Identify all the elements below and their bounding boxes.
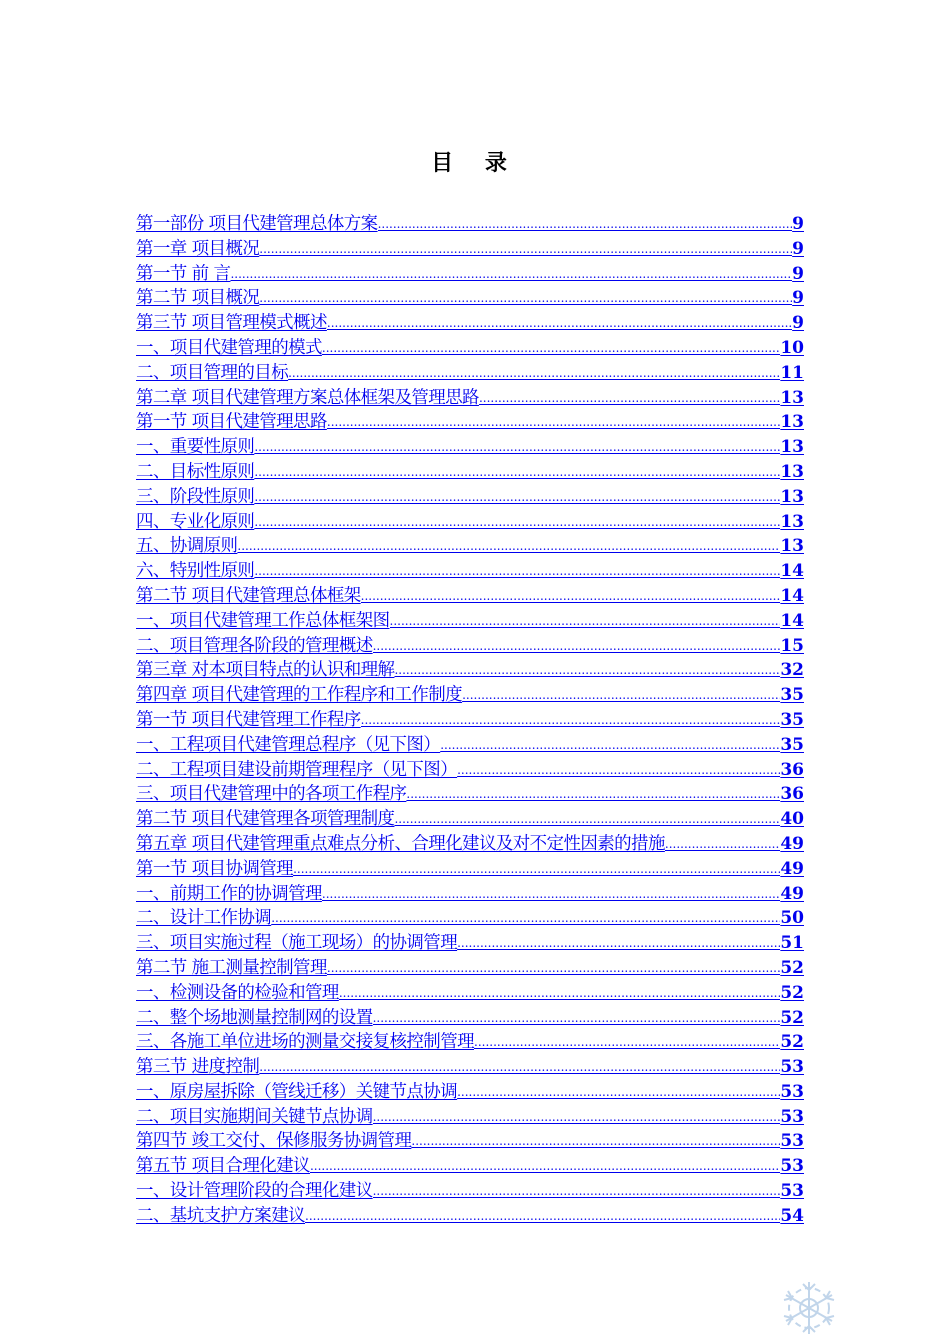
toc-entry-page-number[interactable]: 13 (780, 437, 804, 458)
toc-entry-title[interactable]: 一、项目代建管理的模式 (136, 337, 322, 358)
toc-leader-dots (457, 1080, 780, 1105)
toc-entry-page-number[interactable]: 13 (780, 511, 804, 532)
toc-leader-dots (373, 634, 781, 659)
toc-entry-title[interactable]: 第五节 项目合理化建议 (136, 1156, 310, 1177)
toc-entry-page-number[interactable]: 53 (780, 1106, 804, 1127)
toc-leader-dots (390, 609, 781, 634)
toc-entry[interactable] (136, 510, 804, 535)
toc-leader-dots (339, 981, 781, 1006)
toc-entry-title[interactable]: 一、原房屋拆除（管线迁移）关键节点协调 (136, 1081, 458, 1102)
toc-entry-page-number[interactable]: 36 (780, 784, 804, 805)
toc-entry[interactable] (136, 832, 804, 857)
toc-entry[interactable] (136, 733, 804, 758)
toc-entry-title[interactable]: 第五章 项目代建管理重点难点分析、合理化建议及对不定性因素的措施 (136, 833, 665, 854)
toc-entry[interactable] (136, 559, 804, 584)
toc-entry-title[interactable]: 二、项目管理的目标 (136, 362, 289, 383)
toc-entry-page-number[interactable]: 32 (780, 660, 804, 681)
toc-entry[interactable] (136, 286, 804, 311)
toc-leader-dots (322, 336, 780, 361)
toc-entry[interactable] (136, 609, 804, 634)
toc-entry-title[interactable]: 二、项目管理各阶段的管理概述 (136, 635, 373, 656)
toc-entry-title[interactable]: 一、工程项目代建管理总程序（见下图） (136, 734, 441, 755)
toc-entry[interactable] (136, 956, 804, 981)
toc-entry[interactable] (136, 1030, 804, 1055)
toc-entry-page-number[interactable]: 9 (792, 263, 804, 284)
toc-entry-page-number[interactable]: 10 (780, 337, 804, 358)
toc-entry-title[interactable]: 第二节 项目代建管理总体框架 (136, 585, 361, 606)
toc-entry[interactable] (136, 386, 804, 411)
toc-leader-dots (259, 1055, 780, 1080)
toc-leader-dots (373, 1006, 781, 1031)
toc-entry-page-number[interactable]: 54 (780, 1205, 804, 1226)
toc-entry[interactable] (136, 311, 804, 336)
toc-entry-page-number[interactable]: 13 (780, 412, 804, 433)
toc-leader-dots (254, 510, 780, 535)
toc-entry-title[interactable]: 第二节 项目概况 (136, 288, 260, 309)
toc-entry[interactable] (136, 1204, 804, 1229)
toc-entry-title[interactable]: 第三节 进度控制 (136, 1057, 260, 1078)
toc-entry-title[interactable]: 第二章 项目代建管理方案总体框架及管理思路 (136, 387, 479, 408)
toc-entry[interactable] (136, 658, 804, 683)
toc-leader-dots (327, 410, 780, 435)
toc-entry-page-number[interactable]: 13 (780, 486, 804, 507)
toc-entry[interactable] (136, 634, 804, 659)
toc-entry[interactable] (136, 1006, 804, 1031)
toc-leader-dots (361, 708, 781, 733)
toc-entry-page-number[interactable]: 52 (780, 957, 804, 978)
toc-entry[interactable] (136, 262, 804, 287)
toc-entry[interactable] (136, 981, 804, 1006)
toc-entry-page-number[interactable]: 15 (780, 635, 804, 656)
toc-entry[interactable] (136, 683, 804, 708)
toc-entry[interactable] (136, 1129, 804, 1154)
toc-leader-dots (327, 956, 780, 981)
toc-entry-title[interactable]: 第一章 项目概况 (136, 238, 260, 259)
toc-entry-page-number[interactable]: 35 (780, 709, 804, 730)
toc-leader-dots (230, 262, 792, 287)
toc-leader-dots (259, 237, 792, 262)
toc-entry-title[interactable]: 二、整个场地测量控制网的设置 (136, 1007, 373, 1028)
toc-entry-title[interactable]: 第二节 施工测量控制管理 (136, 957, 327, 978)
toc-entry[interactable] (136, 782, 804, 807)
toc-entry[interactable] (136, 807, 804, 832)
toc-leader-dots (271, 906, 780, 931)
toc-entry-title[interactable]: 二、目标性原则 (136, 461, 255, 482)
toc-entry-title[interactable]: 一、前期工作的协调管理 (136, 883, 322, 904)
toc-entry-page-number[interactable]: 9 (792, 288, 804, 309)
toc-entry[interactable] (136, 237, 804, 262)
toc-entry[interactable] (136, 336, 804, 361)
toc-entry-page-number[interactable]: 14 (780, 561, 804, 582)
toc-entry-title[interactable]: 三、项目代建管理中的各项工作程序 (136, 784, 407, 805)
toc-entry-page-number[interactable]: 53 (780, 1131, 804, 1152)
toc-entry-page-number[interactable]: 51 (780, 933, 804, 954)
toc-entry-title[interactable]: 第三节 项目管理模式概述 (136, 313, 327, 334)
toc-entry[interactable] (136, 1055, 804, 1080)
toc-entry-page-number[interactable]: 35 (780, 734, 804, 755)
toc-leader-dots (479, 386, 780, 411)
toc-entry-page-number[interactable]: 53 (780, 1081, 804, 1102)
toc-entry-page-number[interactable]: 52 (780, 1007, 804, 1028)
toc-entry-title[interactable]: 第一节 项目代建管理工作程序 (136, 709, 361, 730)
toc-entry-title[interactable]: 三、各施工单位进场的测量交接复核控制管理 (136, 1032, 474, 1053)
toc-entry-title[interactable]: 二、基坑支护方案建议 (136, 1205, 305, 1226)
toc-leader-dots (406, 782, 780, 807)
toc-entry-page-number[interactable]: 40 (780, 809, 804, 830)
toc-entry-page-number[interactable]: 49 (780, 858, 804, 879)
toc-entry-page-number[interactable]: 52 (780, 982, 804, 1003)
toc-entry[interactable] (136, 1080, 804, 1105)
toc-entry-title[interactable]: 第二节 项目代建管理各项管理制度 (136, 809, 395, 830)
toc-leader-dots (322, 882, 780, 907)
toc-leader-dots (254, 435, 780, 460)
toc-entry-title[interactable]: 二、设计工作协调 (136, 908, 272, 929)
toc-entry-page-number[interactable]: 13 (780, 387, 804, 408)
toc-entry[interactable] (136, 485, 804, 510)
toc-entry-page-number[interactable]: 53 (780, 1181, 804, 1202)
toc-entry-page-number[interactable]: 11 (780, 362, 804, 383)
toc-leader-dots (254, 559, 780, 584)
toc-leader-dots (457, 758, 780, 783)
toc-entry-page-number[interactable]: 14 (780, 610, 804, 631)
toc-entry-page-number[interactable]: 49 (780, 883, 804, 904)
toc-leader-dots (462, 683, 780, 708)
toc-leader-dots (254, 460, 780, 485)
toc-leader-dots (411, 1129, 780, 1154)
toc-leader-dots (293, 857, 780, 882)
toc-entry[interactable] (136, 758, 804, 783)
toc-entry-page-number[interactable]: 52 (780, 1032, 804, 1053)
toc-entry-title[interactable]: 一、设计管理阶段的合理化建议 (136, 1181, 373, 1202)
toc-entry[interactable] (136, 460, 804, 485)
toc-leader-dots (440, 733, 780, 758)
toc-entry-title[interactable]: 第一节 前 言 (136, 263, 231, 284)
toc-entry[interactable] (136, 931, 804, 956)
toc-entry[interactable] (136, 534, 804, 559)
toc-entry-page-number[interactable]: 35 (780, 685, 804, 706)
toc-entry[interactable] (136, 882, 804, 907)
toc-entry[interactable] (136, 906, 804, 931)
table-of-contents (136, 212, 804, 1229)
toc-entry[interactable] (136, 410, 804, 435)
toc-entry[interactable] (136, 1154, 804, 1179)
toc-leader-dots (288, 361, 780, 386)
toc-entry-title[interactable]: 六、特别性原则 (136, 561, 255, 582)
toc-entry-page-number[interactable]: 53 (780, 1057, 804, 1078)
toc-entry-title[interactable]: 三、项目实施过程（施工现场）的协调管理 (136, 933, 458, 954)
toc-entry-page-number[interactable]: 13 (780, 536, 804, 557)
toc-leader-dots (373, 1179, 781, 1204)
snowflake-watermark-icon (776, 1278, 842, 1338)
toc-leader-dots (394, 807, 780, 832)
toc-leader-dots (305, 1204, 780, 1229)
toc-entry-page-number[interactable]: 13 (780, 461, 804, 482)
toc-entry-page-number[interactable]: 9 (792, 214, 804, 234)
toc-entry-title[interactable]: 第四章 项目代建管理的工作程序和工作制度 (136, 685, 463, 706)
toc-entry-title[interactable]: 五、协调原则 (136, 536, 238, 557)
toc-entry-title[interactable]: 第一部份 项目代建管理总体方案 (136, 214, 378, 234)
toc-entry-title[interactable]: 第一节 项目协调管理 (136, 858, 294, 879)
toc-entry-title[interactable]: 第四节 竣工交付、保修服务协调管理 (136, 1131, 412, 1152)
toc-entry-title[interactable]: 一、检测设备的检验和管理 (136, 982, 339, 1003)
toc-entry[interactable] (136, 857, 804, 882)
toc-leader-dots (378, 212, 793, 237)
toc-title: 目 录 (431, 150, 519, 176)
toc-leader-dots (327, 311, 792, 336)
toc-entry-title[interactable]: 第三章 对本项目特点的认识和理解 (136, 660, 395, 681)
toc-entry[interactable] (136, 584, 804, 609)
toc-entry[interactable] (136, 435, 804, 460)
toc-entry[interactable] (136, 212, 804, 237)
toc-entry[interactable] (136, 1179, 804, 1204)
toc-entry-page-number[interactable]: 53 (780, 1156, 804, 1177)
toc-entry-title[interactable]: 一、重要性原则 (136, 437, 255, 458)
toc-leader-dots (310, 1154, 780, 1179)
toc-leader-dots (237, 534, 780, 559)
toc-entry[interactable] (136, 361, 804, 386)
toc-entry-title[interactable]: 四、专业化原则 (136, 511, 255, 532)
toc-entry[interactable] (136, 1105, 804, 1130)
toc-leader-dots (457, 931, 780, 956)
toc-leader-dots (259, 286, 792, 311)
toc-entry-page-number[interactable]: 9 (792, 313, 804, 334)
toc-leader-dots (394, 658, 780, 683)
toc-entry-page-number[interactable]: 9 (792, 238, 804, 259)
toc-leader-dots (254, 485, 780, 510)
toc-entry-title[interactable]: 一、项目代建管理工作总体框架图 (136, 610, 390, 631)
toc-entry-page-number[interactable]: 36 (780, 759, 804, 780)
toc-entry-title[interactable]: 三、阶段性原则 (136, 486, 255, 507)
toc-entry[interactable] (136, 708, 804, 733)
toc-entry-title[interactable]: 第一节 项目代建管理思路 (136, 412, 327, 433)
toc-leader-dots (373, 1105, 781, 1130)
toc-entry-page-number[interactable]: 14 (780, 585, 804, 606)
toc-leader-dots (665, 832, 780, 857)
toc-entry-page-number[interactable]: 50 (780, 908, 804, 929)
toc-entry-page-number[interactable]: 49 (780, 833, 804, 854)
toc-leader-dots (361, 584, 781, 609)
toc-leader-dots (474, 1030, 780, 1055)
toc-entry-title[interactable]: 二、工程项目建设前期管理程序（见下图） (136, 759, 458, 780)
toc-entry-title[interactable]: 二、项目实施期间关键节点协调 (136, 1106, 373, 1127)
